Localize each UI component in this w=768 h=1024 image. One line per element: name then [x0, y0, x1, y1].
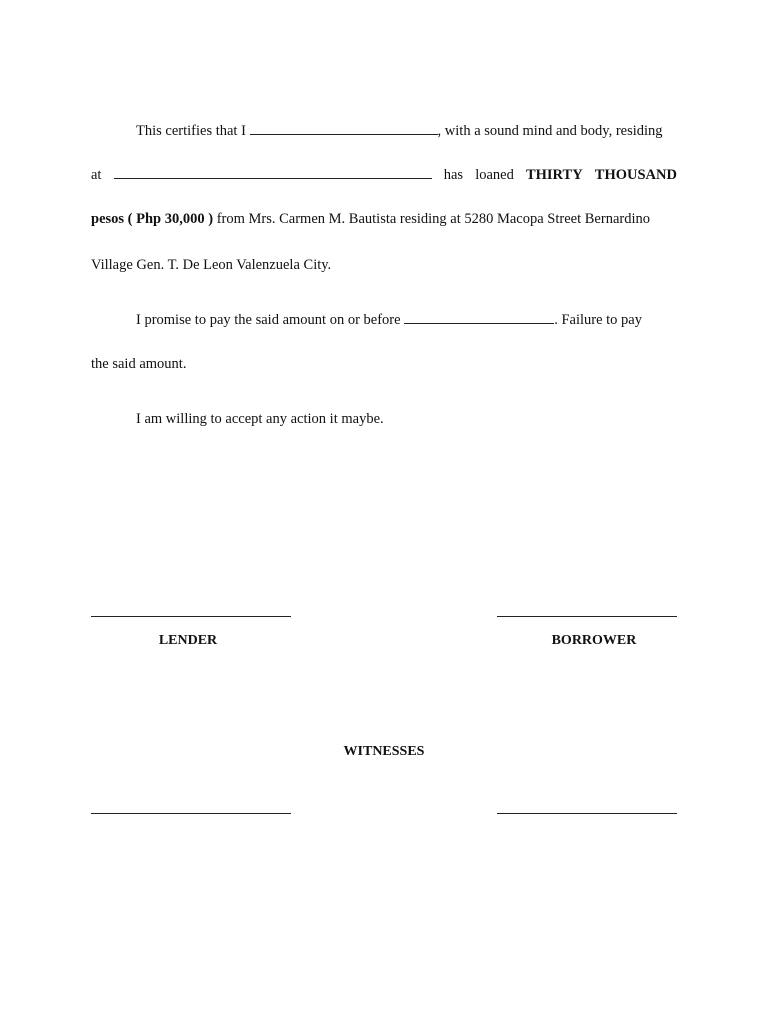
- witnesses-label: WITNESSES: [343, 744, 425, 759]
- paragraph-2-line-1: [136, 311, 677, 329]
- lender-label: LENDER: [158, 633, 218, 648]
- lender-text: from Mrs. Carmen M. Bautista residing at 5280 Macopa Street Bernardino: [213, 211, 650, 227]
- lender-signature-line: [91, 616, 291, 617]
- certify-text: This certifies that I: [136, 123, 246, 139]
- borrower-label: BORROWER: [551, 633, 637, 648]
- amount-words-1: THIRTY: [525, 167, 583, 183]
- borrower-address-blank: [114, 166, 432, 179]
- paragraph-2-line-2: [91, 355, 677, 373]
- amount-words-2: THOUSAND: [594, 167, 677, 183]
- due-date-blank: [404, 311, 554, 324]
- residing-text: , with a sound mind and body, residing: [437, 123, 663, 139]
- paragraph-1-line-3: [91, 210, 677, 228]
- borrower-name-blank: [250, 122, 438, 135]
- amount-figure: pesos ( Php 30,000 ): [91, 211, 214, 227]
- paragraph-1-line-4: [91, 256, 677, 274]
- lender-address-text: Village Gen. T. De Leon Valenzuela City.: [91, 257, 332, 273]
- borrower-signature-line: [497, 616, 677, 617]
- said-amount-text: the said amount.: [91, 356, 187, 372]
- failure-text: . Failure to pay: [554, 312, 642, 328]
- paragraph-3-line-1: [136, 410, 677, 428]
- witness-2-signature-line: [497, 813, 677, 814]
- at-text: at: [91, 167, 102, 183]
- loaned-text: loaned: [475, 167, 514, 183]
- willing-text: I am willing to accept any action it maybe.: [136, 411, 384, 427]
- promise-text: I promise to pay the said amount on or before: [136, 312, 401, 328]
- witness-1-signature-line: [91, 813, 291, 814]
- has-text: has: [443, 167, 464, 183]
- paragraph-1-line-1: [136, 122, 677, 140]
- paragraph-1-line-2: [91, 166, 677, 184]
